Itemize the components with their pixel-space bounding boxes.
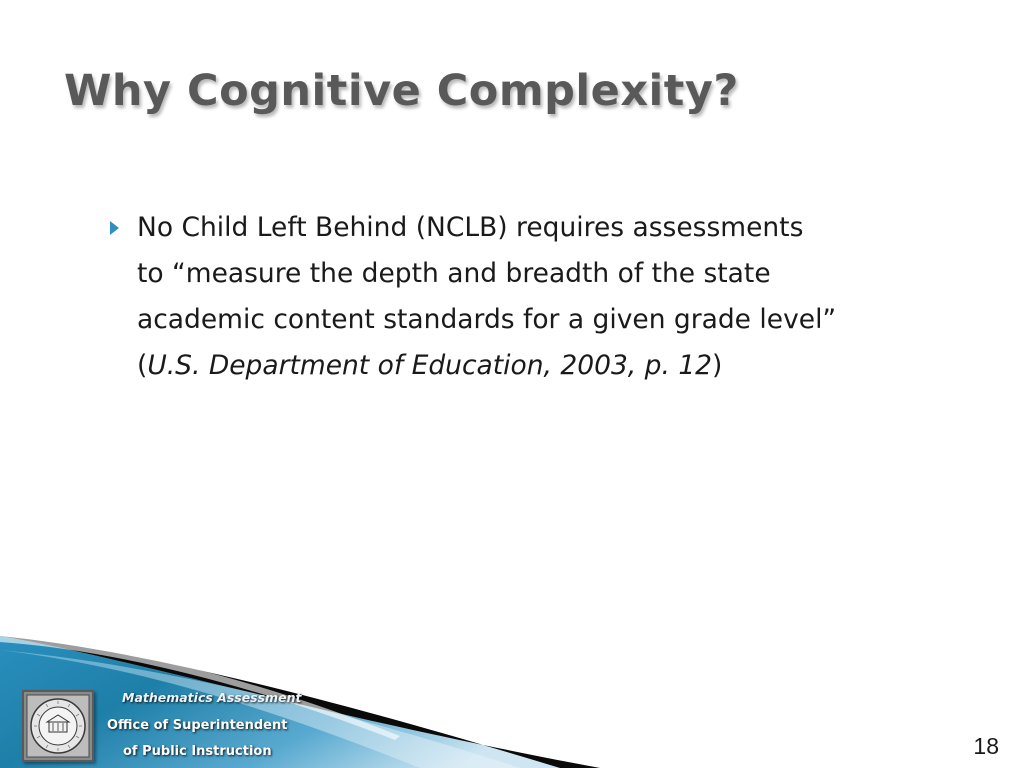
ospi-seal-icon [22, 690, 94, 762]
bullet-line-1: No Child Left Behind (NCLB) requires assessments [137, 212, 804, 243]
bullet-citation-line [137, 343, 968, 389]
citation-close-paren: ) [712, 350, 723, 381]
bullet-line-2: to “measure the depth and breadth of the state [137, 258, 771, 289]
footer-line-public-instruction: of Public Instruction [123, 744, 272, 759]
footer-line-mathematics-assessment: Mathematics Assessment [122, 690, 302, 705]
page-number: 18 [973, 733, 999, 759]
bullet-line-3: academic content standards for a given grade level” [137, 304, 837, 335]
citation-text: U.S. Department of Education, 2003, p. 12 [147, 350, 713, 381]
footer-banner [0, 636, 1024, 768]
bullet-list [108, 205, 968, 389]
footer-line-office: Office of Superintendent [107, 718, 288, 733]
bullet-item [108, 205, 968, 389]
slide-title: Why Cognitive Complexity? [64, 66, 739, 116]
bullet-arrow-icon [110, 221, 119, 235]
citation-open-paren: ( [137, 350, 148, 381]
